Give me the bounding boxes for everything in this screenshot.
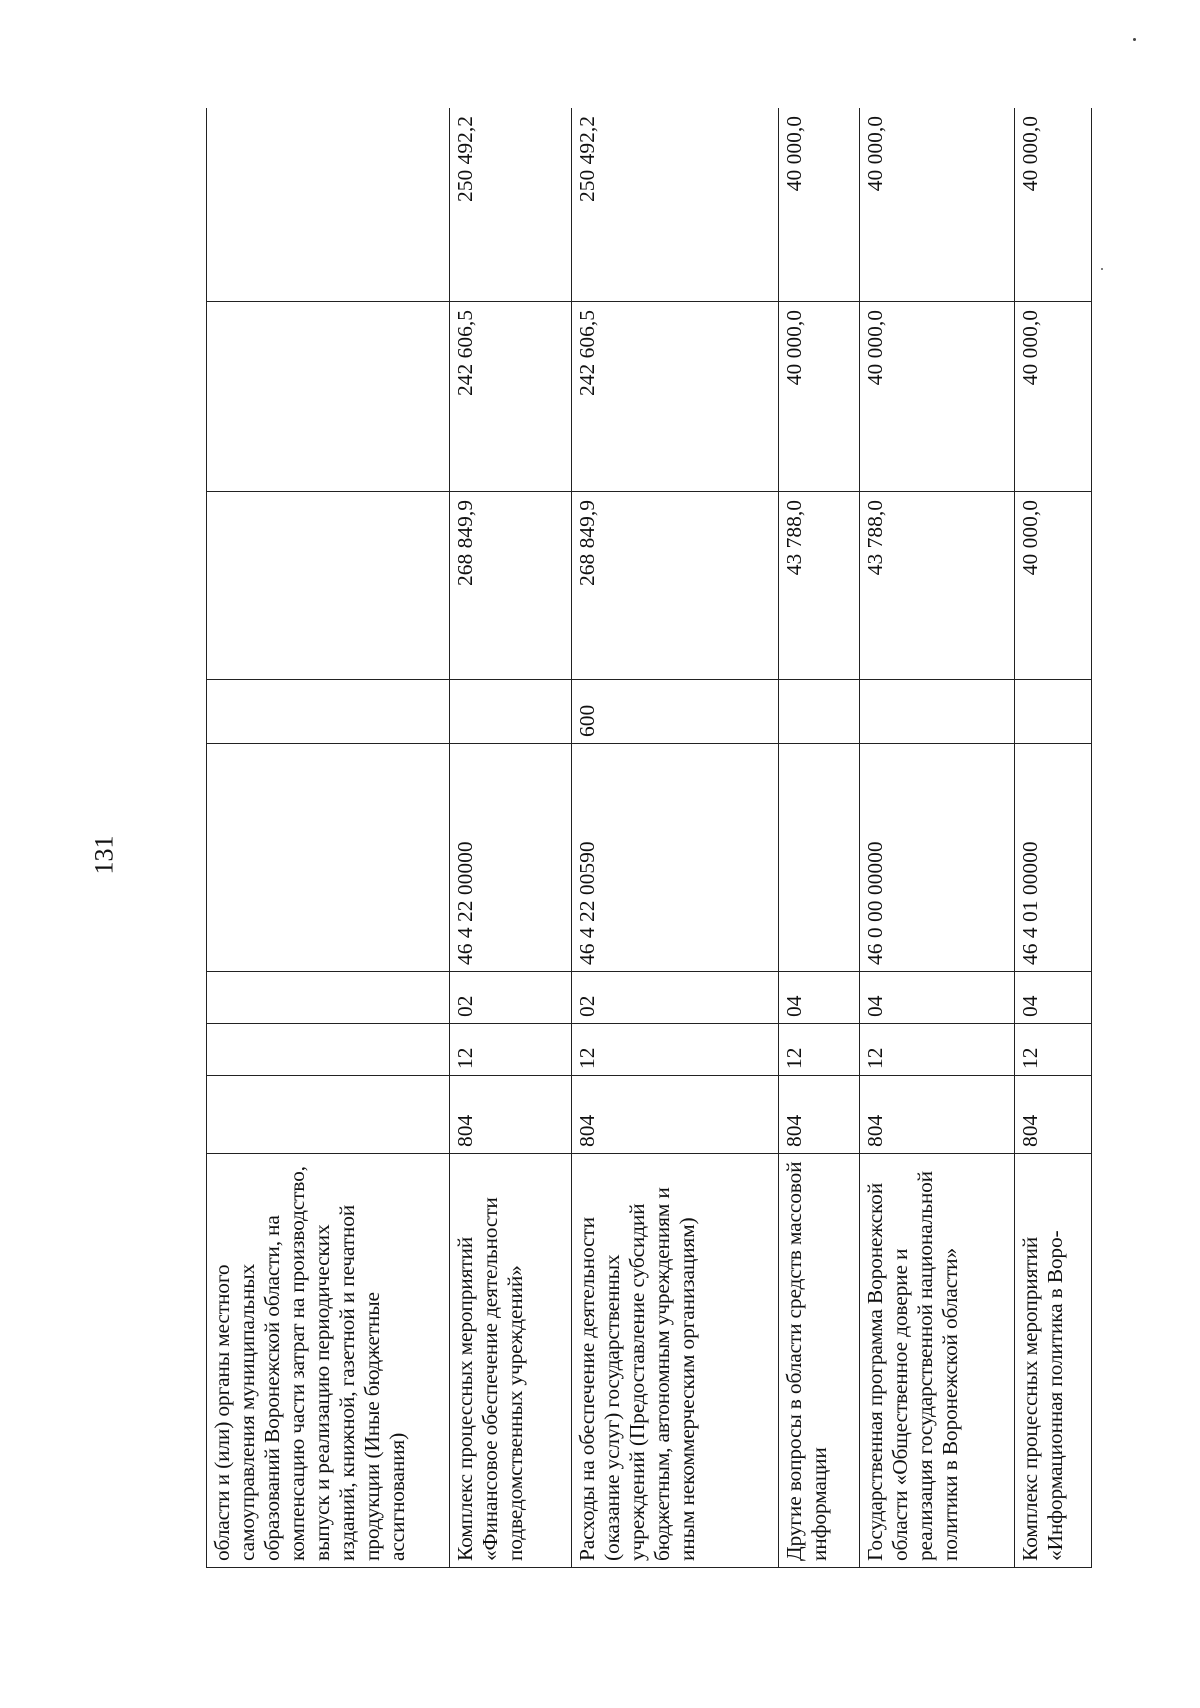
budget-table-container xyxy=(206,108,1092,1568)
amount-year-3: 40 000,0 xyxy=(1015,108,1092,302)
expense-type-code xyxy=(450,680,572,744)
row-description: Комплекс процессных мероприятий «Информационная политика в Воро- xyxy=(1015,1154,1092,1568)
section-code: 12 xyxy=(571,1024,778,1076)
amount-year-3: 40 000,0 xyxy=(860,108,1015,302)
amount-year-3: 250 492,2 xyxy=(571,108,778,302)
section-code: 12 xyxy=(450,1024,572,1076)
target-article-code xyxy=(207,744,450,972)
section-code: 12 xyxy=(778,1024,859,1076)
grbs-code: 804 xyxy=(1015,1076,1092,1154)
target-article-code: 46 0 00 00000 xyxy=(860,744,1015,972)
expense-type-code xyxy=(860,680,1015,744)
amount-year-3 xyxy=(207,108,450,302)
section-code xyxy=(207,1024,450,1076)
expense-type-code xyxy=(1015,680,1092,744)
section-code: 12 xyxy=(1015,1024,1092,1076)
amount-year-1: 268 849,9 xyxy=(571,492,778,680)
grbs-code: 804 xyxy=(571,1076,778,1154)
amount-year-3: 40 000,0 xyxy=(778,108,859,302)
row-description: Комплекс процессных мероприятий «Финансовое обеспечение деятельности подведомственных учреждений» xyxy=(450,1154,572,1568)
expense-type-code xyxy=(778,680,859,744)
table-row xyxy=(450,108,572,1568)
section-code: 12 xyxy=(860,1024,1015,1076)
target-article-code: 46 4 22 00000 xyxy=(450,744,572,972)
page-number: 131 xyxy=(89,835,119,875)
budget-table xyxy=(206,108,1092,1568)
amount-year-1: 268 849,9 xyxy=(450,492,572,680)
row-description: Расходы на обеспечение деятельности (оказание услуг) государственных учреждений (Предоставление субсидий бюджетным, автономным учреждениям и иным некоммерческим организациям) xyxy=(571,1154,778,1568)
amount-year-1 xyxy=(207,492,450,680)
grbs-code: 804 xyxy=(778,1076,859,1154)
amount-year-3: 250 492,2 xyxy=(450,108,572,302)
grbs-code: 804 xyxy=(450,1076,572,1154)
expense-type-code: 600 xyxy=(571,680,778,744)
table-row xyxy=(778,108,859,1568)
scan-speck xyxy=(1101,268,1103,270)
subsection-code: 02 xyxy=(450,972,572,1024)
target-article-code: 46 4 01 00000 xyxy=(1015,744,1092,972)
amount-year-1: 40 000,0 xyxy=(1015,492,1092,680)
row-description: области и (или) органы местного самоуправления муниципальных образований Воронежской области, на компенсацию части затрат на производство, выпуск и реализацию периодических изданий, книжной, газетной и печатной продукции (Иные бюджетные ассигнования) xyxy=(207,1154,450,1568)
row-description: Государственная программа Воронежской области «Общественное доверие и реализация государственной национальной политики в Воронежской области» xyxy=(860,1154,1015,1568)
subsection-code xyxy=(207,972,450,1024)
amount-year-1: 43 788,0 xyxy=(778,492,859,680)
amount-year-2: 242 606,5 xyxy=(450,302,572,492)
amount-year-1: 43 788,0 xyxy=(860,492,1015,680)
amount-year-2: 40 000,0 xyxy=(1015,302,1092,492)
grbs-code xyxy=(207,1076,450,1154)
grbs-code: 804 xyxy=(860,1076,1015,1154)
amount-year-2: 242 606,5 xyxy=(571,302,778,492)
subsection-code: 04 xyxy=(860,972,1015,1024)
target-article-code: 46 4 22 00590 xyxy=(571,744,778,972)
table-row xyxy=(860,108,1015,1568)
subsection-code: 04 xyxy=(778,972,859,1024)
scan-speck xyxy=(1133,38,1136,41)
target-article-code xyxy=(778,744,859,972)
table-row xyxy=(571,108,778,1568)
expense-type-code xyxy=(207,680,450,744)
amount-year-2 xyxy=(207,302,450,492)
table-row xyxy=(1015,108,1092,1568)
row-description: Другие вопросы в области средств массовой информации xyxy=(778,1154,859,1568)
table-row xyxy=(207,108,450,1568)
amount-year-2: 40 000,0 xyxy=(860,302,1015,492)
subsection-code: 02 xyxy=(571,972,778,1024)
subsection-code: 04 xyxy=(1015,972,1092,1024)
amount-year-2: 40 000,0 xyxy=(778,302,859,492)
